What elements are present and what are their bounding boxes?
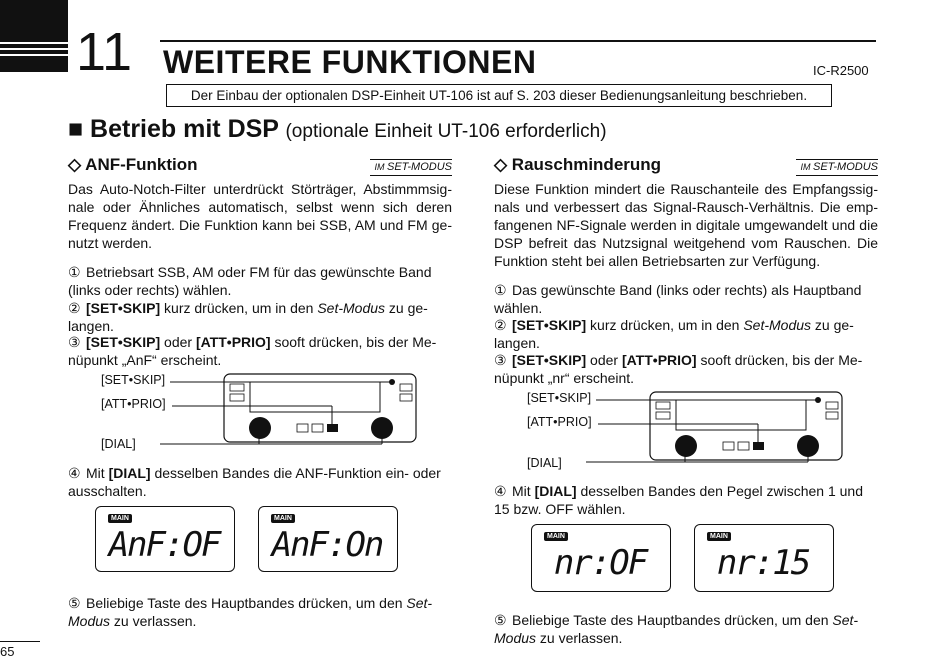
label-set-skip: [SET•SKIP]	[527, 391, 592, 405]
nr-step-5	[494, 611, 878, 647]
header-rule	[160, 40, 876, 42]
mode-icon: IM	[374, 162, 387, 172]
label-set-skip: [SET•SKIP]	[101, 373, 166, 387]
installation-note: Der Einbau der optionalen DSP-Einheit UT-106 ist auf S. 203 dieser Bedienungsanleitung beschrieben.	[166, 84, 832, 107]
step-text: oder	[160, 334, 196, 350]
step-text: zu ge-langen.	[68, 300, 428, 334]
label-att-prio: [ATT•PRIO]	[527, 415, 592, 429]
section-title	[68, 112, 607, 149]
lcd-text: AnF:OF	[108, 525, 220, 565]
mode-tag-label: SET-MODUS	[387, 161, 452, 173]
anf-step-1	[68, 263, 452, 299]
lcd-text: AnF:On	[271, 525, 383, 565]
nr-heading: ◇ Rauschminderung	[494, 155, 662, 174]
model-name: IC-R2500	[813, 63, 869, 78]
step-number: ①	[68, 264, 81, 280]
step-text: oder	[586, 352, 622, 368]
step-number: ⑤	[494, 612, 507, 628]
nr-step-4	[494, 482, 878, 518]
page-number: 65	[0, 641, 40, 659]
nr-step-3	[494, 351, 878, 387]
step-text: kurz drücken, um in den	[160, 300, 318, 316]
key-label: [SET•SKIP]	[86, 334, 161, 350]
step-text: desselben Bandes den Pegel zwischen 1 und 15 bzw. OFF wählen.	[494, 483, 863, 517]
step-text: Das gewünschte Band (links oder rechts) als Hauptband wählen.	[494, 282, 862, 316]
step-text: sooft drücken, bis der Me-nüpunkt „nr“ erscheint.	[494, 352, 863, 386]
mode-icon: IM	[800, 162, 813, 172]
step-text: sooft drücken, bis der Me-nüpunkt „AnF“ erscheint.	[68, 334, 437, 368]
anf-step-2	[68, 299, 452, 335]
mode-name: Set-Modus	[317, 300, 386, 316]
anf-intro: Das Auto-Notch-Filter unterdrückt Störträger, Abstimmmsig-nale oder Ähnliches automatisch, selbst wenn sich deren Frequenz ändert. Die Funktion kann bei SSB, AM und FM ge-nutzt werden.	[68, 181, 452, 251]
step-number: ③	[494, 352, 507, 368]
key-label: [SET•SKIP]	[512, 352, 587, 368]
step-text: Betriebsart SSB, AM oder FM für das gewünschte Band (links oder rechts) wählen.	[68, 264, 432, 298]
anf-mode-tag	[370, 159, 452, 176]
lcd-text: nr:OF	[553, 543, 647, 583]
key-label: [ATT•PRIO]	[621, 352, 697, 368]
nr-intro: Diese Funktion mindert die Rauschanteile des Empfangssig-nals und verbessert das Signal-Rausch-Verhältnis. Die emp-fangenen NF-Signale werden in digitale umgewandelt und die DSP befreit das Nutzsignal weitgehend vom Rauschen. Die Funktion steht bei allen Betriebsarten zur Verfügung.	[494, 181, 878, 269]
step-number: ①	[494, 282, 507, 298]
nr-step-1	[494, 281, 878, 317]
lcd-text: nr:15	[716, 543, 810, 583]
nr-mode-tag	[796, 159, 878, 176]
step-number: ②	[68, 300, 81, 316]
radio-panel-diagram	[160, 370, 420, 452]
step-text: kurz drücken, um in den	[586, 317, 744, 333]
anf-step-4	[68, 464, 452, 500]
step-number: ②	[494, 317, 507, 333]
main-badge: MAIN	[108, 514, 132, 523]
key-label: [SET•SKIP]	[86, 300, 161, 316]
label-att-prio: [ATT•PRIO]	[101, 397, 166, 411]
mode-name: Set-Modus	[68, 595, 433, 629]
main-badge: MAIN	[544, 532, 568, 541]
main-badge: MAIN	[271, 514, 295, 523]
chapter-tab	[0, 0, 68, 72]
lcd-display	[258, 506, 398, 572]
nr-step-2	[494, 316, 878, 352]
anf-heading: ◇ ANF-Funktion	[68, 155, 198, 174]
label-dial: [DIAL]	[101, 437, 136, 451]
step-text: zu verlassen.	[110, 613, 197, 629]
label-dial: [DIAL]	[527, 456, 562, 470]
mode-name: Set-Modus	[494, 612, 859, 646]
step-text: Beliebige Taste des Hauptbandes drücken, um den	[86, 595, 407, 611]
chapter-tab-lines	[0, 42, 68, 60]
chapter-title: WEITERE FUNKTIONEN	[163, 44, 537, 80]
key-label: [ATT•PRIO]	[195, 334, 271, 350]
chapter-number: 11	[76, 22, 133, 82]
mode-tag-label: SET-MODUS	[813, 161, 878, 173]
section-subtitle: (optionale Einheit UT-106 erforderlich)	[285, 121, 607, 142]
step-text: desselben Bandes die ANF-Funktion ein- oder ausschalten.	[68, 465, 441, 499]
step-text: Mit	[86, 465, 109, 481]
main-badge: MAIN	[707, 532, 731, 541]
step-number: ④	[494, 483, 507, 499]
anf-step-5	[68, 594, 452, 630]
section-title-main: ■ Betrieb mit DSP	[68, 115, 279, 143]
key-label: [SET•SKIP]	[512, 317, 587, 333]
step-text: zu ge-langen.	[494, 317, 854, 351]
step-text: zu verlassen.	[536, 630, 623, 646]
anf-step-3	[68, 333, 452, 369]
mode-name: Set-Modus	[743, 317, 812, 333]
step-number: ③	[68, 334, 81, 350]
key-label: [DIAL]	[534, 483, 577, 499]
lcd-display	[95, 506, 235, 572]
step-text: Beliebige Taste des Hauptbandes drücken, um den	[512, 612, 833, 628]
step-number: ④	[68, 465, 81, 481]
lcd-display	[531, 524, 671, 592]
lcd-display	[694, 524, 834, 592]
step-text: Mit	[512, 483, 535, 499]
step-number: ⑤	[68, 595, 81, 611]
key-label: [DIAL]	[108, 465, 151, 481]
radio-panel-diagram	[586, 388, 846, 470]
